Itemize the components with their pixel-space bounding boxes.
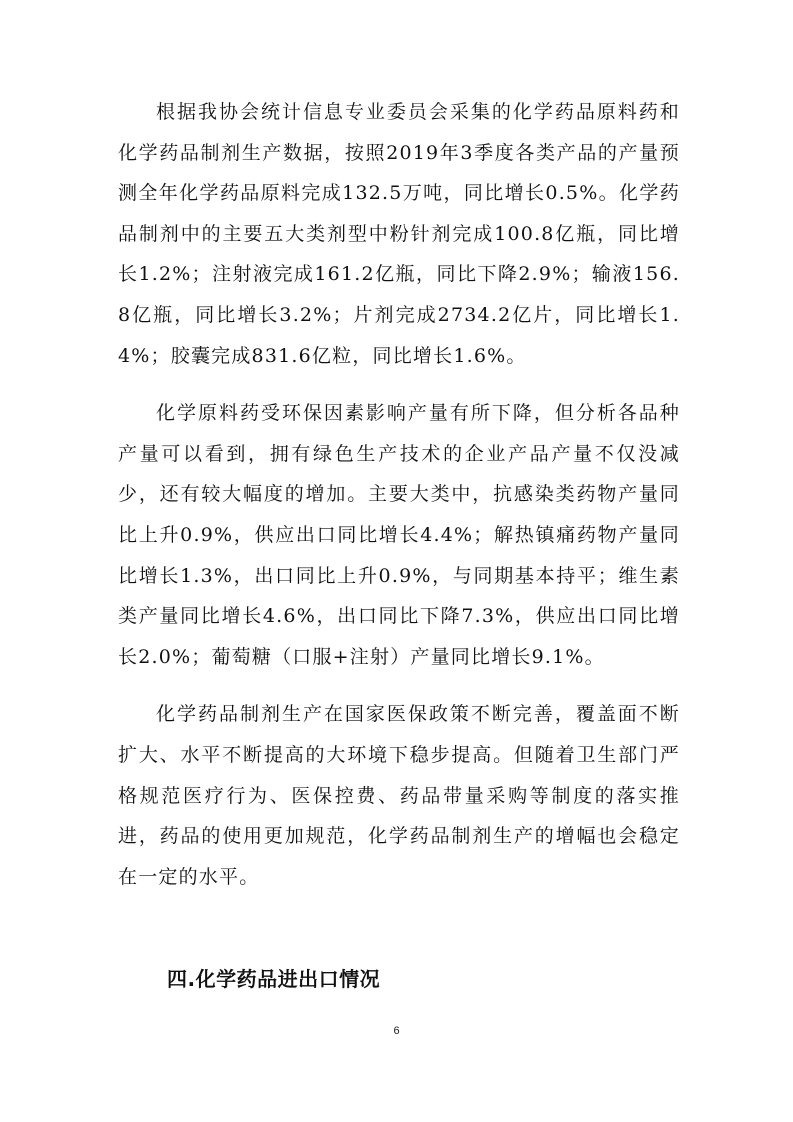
section-heading: 四.化学药品进出口情况 xyxy=(167,967,381,991)
paragraph-api-analysis: 化学原料药受环保因素影响产量有所下降，但分析各品种产量可以看到，拥有绿色生产技术的企业产品产量不仅没减少，还有较大幅度的增加。主要大类中，抗感染类药物产量同比上升0.9%，供应出口同比增长4.4%；解热镇痛药物产量同比增长1.3%，出口同比上升0.9%，与同期基本持平；维生素类产量同比增长4.6%，出口同比下降7.3%，供应出口同比增长2.0%；葡萄糖（口服+注射）产量同比增长9.1%。 xyxy=(118,402,680,668)
body-text xyxy=(118,92,680,897)
paragraph-production-forecast: 根据我协会统计信息专业委员会采集的化学药品原料药和化学药品制剂生产数据，按照2019年3季度各类产品的产量预测全年化学药品原料完成132.5万吨，同比增长0.5%。化学药品制剂中的主要五大类剂型中粉针剂完成100.8亿瓶，同比增长1.2%；注射液完成161.2亿瓶，同比下降2.9%；输液156.8亿瓶，同比增长3.2%；片剂完成2734.2亿片，同比增长1.4%；胶囊完成831.6亿粒，同比增长1.6%。 xyxy=(118,101,680,367)
page-number: 6 xyxy=(393,1025,400,1037)
paragraph-formulation-outlook: 化学药品制剂生产在国家医保政策不断完善，覆盖面不断扩大、水平不断提高的大环境下稳步提高。但随着卫生部门严格规范医疗行为、医保控费、药品带量采购等制度的落实推进，药品的使用更加规范，化学药品制剂生产的增幅也会稳定在一定的水平。 xyxy=(118,703,680,888)
